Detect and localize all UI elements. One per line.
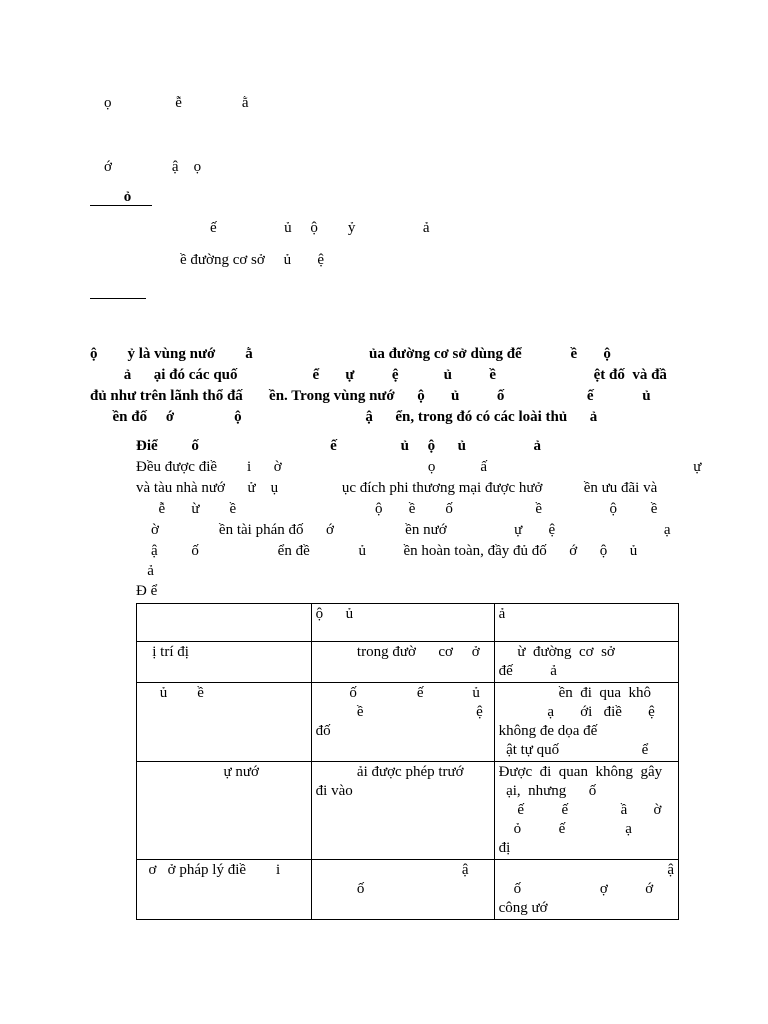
table-cell: Được đi quan không gây ại, nhưng ố ế ế ầ ờ ỏ ế ạ đị <box>494 762 678 860</box>
diff-line-4: ờ ền tài phán đố ớ ền nướ ự ệ ạ <box>136 522 671 538</box>
table-cell: ải được phép trướ đi vào <box>311 762 494 860</box>
heading-line-1: ọ ễ ằ <box>104 95 249 111</box>
section2-title-underline <box>90 298 146 299</box>
table-cell: ậ ố <box>311 860 494 920</box>
table-cell: ị trí đị <box>137 642 312 683</box>
table-header-cell: ộ ủ <box>311 604 494 642</box>
comparison-table <box>136 603 679 920</box>
section1-line-2: ề đường cơ sở ủ ệ <box>90 252 324 268</box>
table-cell: ừ đường cơ sở đế ả <box>494 642 678 683</box>
diff-heading: Điể ố ế ủ ộ ủ ả <box>136 438 541 454</box>
table-cell: ố ế ủ ề ệ đố <box>311 683 494 762</box>
table-row <box>137 642 679 683</box>
table-header-cell <box>137 604 312 642</box>
table-cell: ậ ố ợ ớ công ướ <box>494 860 678 920</box>
paragraph-line-3: đủ như trên lãnh thổ đấ ền. Trong vùng nướ ộ ủ ố ế ủ <box>90 388 651 404</box>
diff-label: Đ ể <box>136 583 158 599</box>
table-row <box>137 683 679 762</box>
table-cell: trong đườ cơ ở <box>311 642 494 683</box>
heading-line-2: ớ ậ ọ <box>104 159 202 175</box>
table-cell: ơ ở pháp lý điề i <box>137 860 312 920</box>
table-cell: ự nướ <box>137 762 312 860</box>
diff-line-2: và tàu nhà nướ ử ụ ục đích phi thương mại được hưở ền ưu đãi và <box>136 480 658 496</box>
section1-title: ỏ <box>90 189 132 205</box>
diff-line-3: ễ ừ ề ộ ề ố ề ộ ề <box>136 501 658 517</box>
diff-line-6: ả <box>136 563 154 579</box>
table-header-cell: ả <box>494 604 678 642</box>
section1-line-1: ế ủ ộ ỷ ả <box>90 220 430 236</box>
diff-line-5: ậ ố ển đề ủ ền hoàn toàn, đầy đủ đố ớ ộ ủ <box>136 543 638 559</box>
diff-line-1: Đều được điề i ờ ọ ấ ự <box>136 459 702 475</box>
section1-title-underline <box>90 205 152 206</box>
paragraph-line-2: ả ại đó các quố ể ự ệ ủ ề ệt đố và đầ <box>90 367 667 383</box>
table-cell: ủ ề <box>137 683 312 762</box>
table-cell: ền đi qua khô ạ ới điề ệ không đe dọa đế ật tự quố ể <box>494 683 678 762</box>
table-row <box>137 762 679 860</box>
paragraph-line-1: ộ ỷ là vùng nướ ằ ủa đường cơ sở dùng để ề ộ <box>90 346 611 362</box>
table-header-row <box>137 604 679 642</box>
paragraph-line-4: ền đố ớ ộ ậ ển, trong đó có các loài thủ ả <box>90 409 598 425</box>
table-row <box>137 860 679 920</box>
